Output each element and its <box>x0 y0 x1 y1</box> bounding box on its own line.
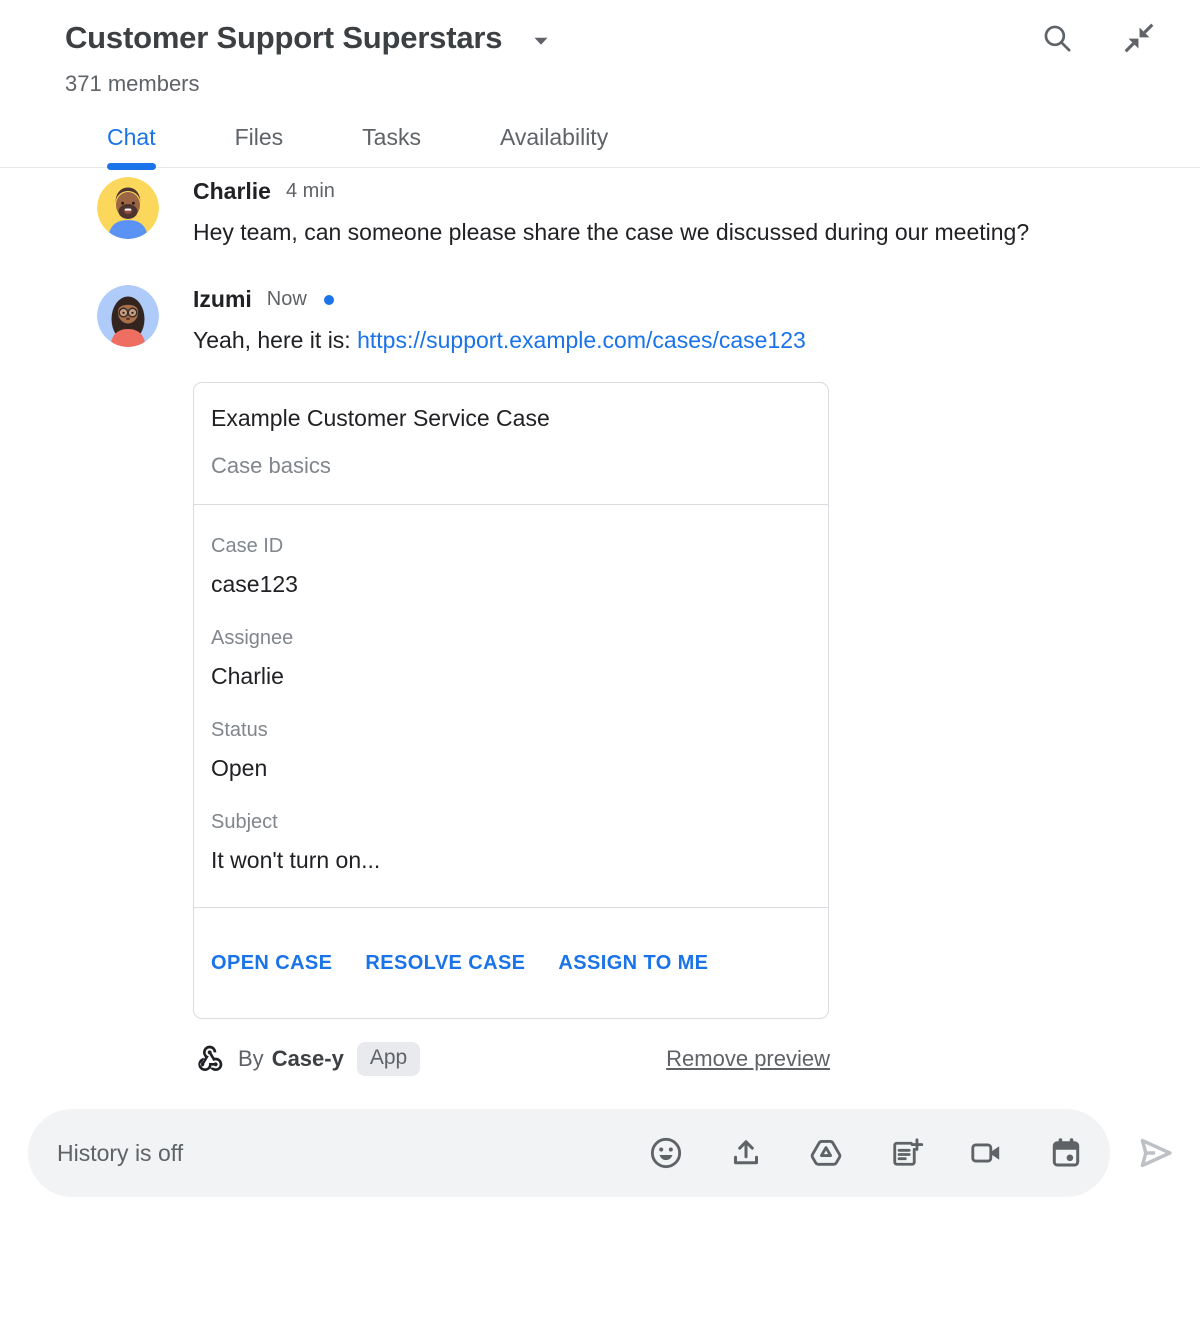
message-composer <box>28 1109 1200 1197</box>
drive-icon[interactable] <box>808 1135 844 1171</box>
remove-preview-link[interactable]: Remove preview <box>666 1046 830 1071</box>
send-icon[interactable] <box>1134 1131 1178 1175</box>
field-value: case123 <box>211 571 298 597</box>
case-link[interactable]: https://support.example.com/cases/case123 <box>357 327 806 353</box>
field-value: Charlie <box>211 663 284 689</box>
card-body <box>194 505 828 908</box>
app-name: Case-y <box>271 1046 344 1071</box>
app-attribution <box>193 1042 830 1076</box>
collapse-icon[interactable] <box>1122 21 1156 55</box>
card-header <box>194 383 828 505</box>
field-subject <box>211 811 811 874</box>
open-case-button[interactable]: OPEN CASE <box>211 951 333 974</box>
message-input[interactable] <box>28 1109 1110 1197</box>
composer-placeholder: History is off <box>57 1139 184 1166</box>
message-author[interactable]: Charlie <box>193 178 271 204</box>
case-preview-card <box>193 382 829 1019</box>
card-title: Example Customer Service Case <box>211 405 550 431</box>
avatar-izumi[interactable] <box>97 285 159 347</box>
by-label: By <box>238 1046 264 1071</box>
message-author[interactable]: Izumi <box>193 286 252 312</box>
room-title: Customer Support Superstars <box>65 20 503 55</box>
resolve-case-button[interactable]: RESOLVE CASE <box>365 951 526 974</box>
unread-dot <box>324 295 334 305</box>
calendar-icon[interactable] <box>1048 1135 1084 1171</box>
field-label: Assignee <box>211 627 294 649</box>
tab-bar <box>0 124 1200 168</box>
tab-tasks[interactable]: Tasks <box>362 124 421 150</box>
app-badge: App <box>357 1042 420 1076</box>
video-call-icon[interactable] <box>968 1135 1004 1171</box>
webhook-icon <box>193 1043 225 1075</box>
assign-to-me-button[interactable]: ASSIGN TO ME <box>558 951 709 974</box>
message-text-prefix: Yeah, here it is: <box>193 327 358 353</box>
chat-message-list <box>0 168 1200 1076</box>
field-label: Status <box>211 719 268 741</box>
field-case-id <box>211 535 811 598</box>
emoji-icon[interactable] <box>648 1135 684 1171</box>
message-charlie <box>97 177 1200 252</box>
search-icon[interactable] <box>1040 21 1074 55</box>
tab-availability[interactable]: Availability <box>499 124 609 150</box>
message-timestamp: 4 min <box>285 180 335 202</box>
add-note-icon[interactable] <box>888 1135 924 1171</box>
field-value: It won't turn on... <box>211 847 381 873</box>
field-assignee <box>211 627 811 690</box>
tab-files[interactable]: Files <box>234 124 284 150</box>
avatar-charlie[interactable] <box>97 177 159 239</box>
field-label: Subject <box>211 811 278 833</box>
field-value: Open <box>211 755 268 781</box>
message-timestamp: Now <box>266 288 307 310</box>
message-text: Hey team, can someone please share the case we discussed during our meeting? <box>193 219 1030 245</box>
message-text <box>193 320 830 360</box>
room-header <box>0 0 1200 168</box>
caret-down-icon[interactable] <box>528 28 554 54</box>
field-label: Case ID <box>211 535 284 557</box>
field-status <box>211 719 811 782</box>
tab-chat[interactable]: Chat <box>107 124 156 167</box>
card-actions <box>194 908 828 1018</box>
card-subtitle: Case basics <box>211 453 331 478</box>
message-izumi <box>97 285 1200 1076</box>
upload-icon[interactable] <box>728 1135 764 1171</box>
member-count: 371 members <box>65 71 200 96</box>
